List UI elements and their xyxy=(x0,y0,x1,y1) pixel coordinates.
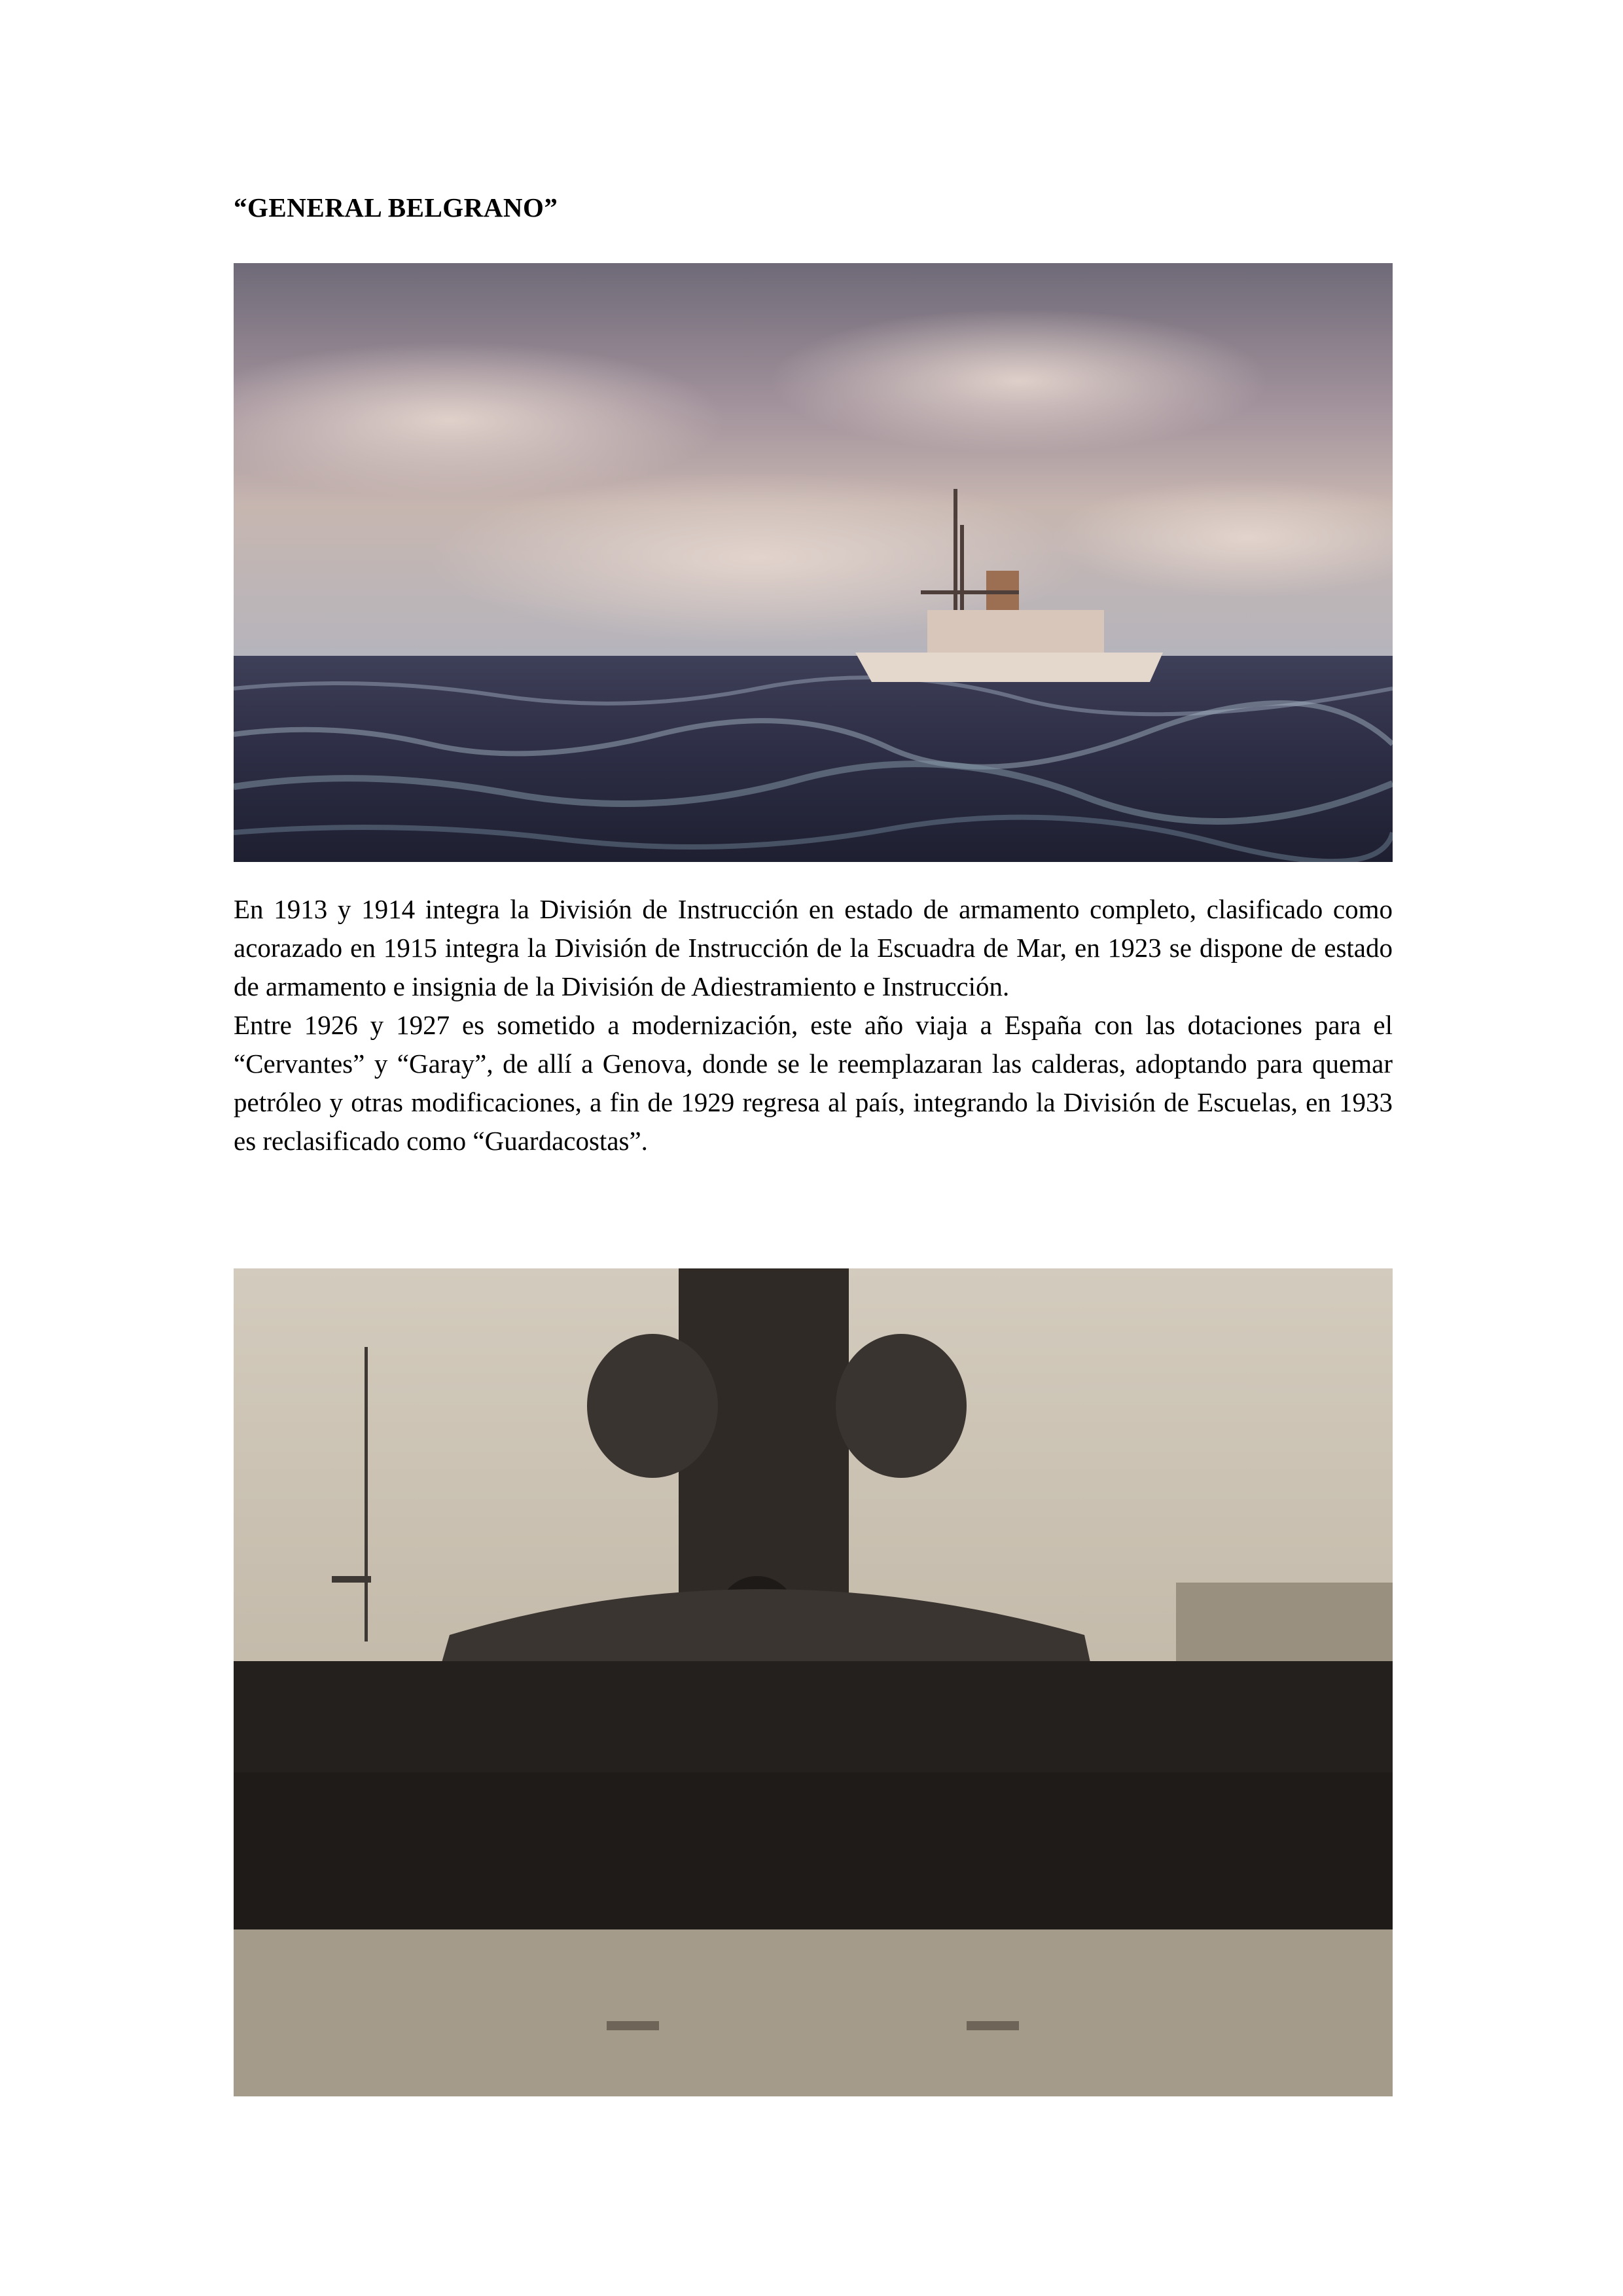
paragraph: Entre 1926 y 1927 es sometido a modernización, este año viaja a España con las dotaciones para el “Cervantes” y “Garay”, de allí a Genova, donde se le reemplazaran las calderas, adoptando para quemar petróleo y otras modificaciones, a fin de 1929 regresa al país, integrando la División de Escuelas, en 1933 es reclasificado como “Guardacostas”. xyxy=(234,1010,1393,1156)
page-title: “GENERAL BELGRANO” xyxy=(234,192,558,223)
paragraph: En 1913 y 1914 integra la División de Instrucción en estado de armamento completo, clasificado como acorazado en 1915 integra la División de Instrucción de la Escuadra de Mar, en 1923 se dispone de estado de armamento e insignia de la División de Adiestramiento e Instrucción. xyxy=(234,894,1393,1001)
ship-painting-image xyxy=(234,263,1393,862)
crew-photograph-image xyxy=(234,1268,1393,2096)
body-text xyxy=(234,890,1393,1160)
